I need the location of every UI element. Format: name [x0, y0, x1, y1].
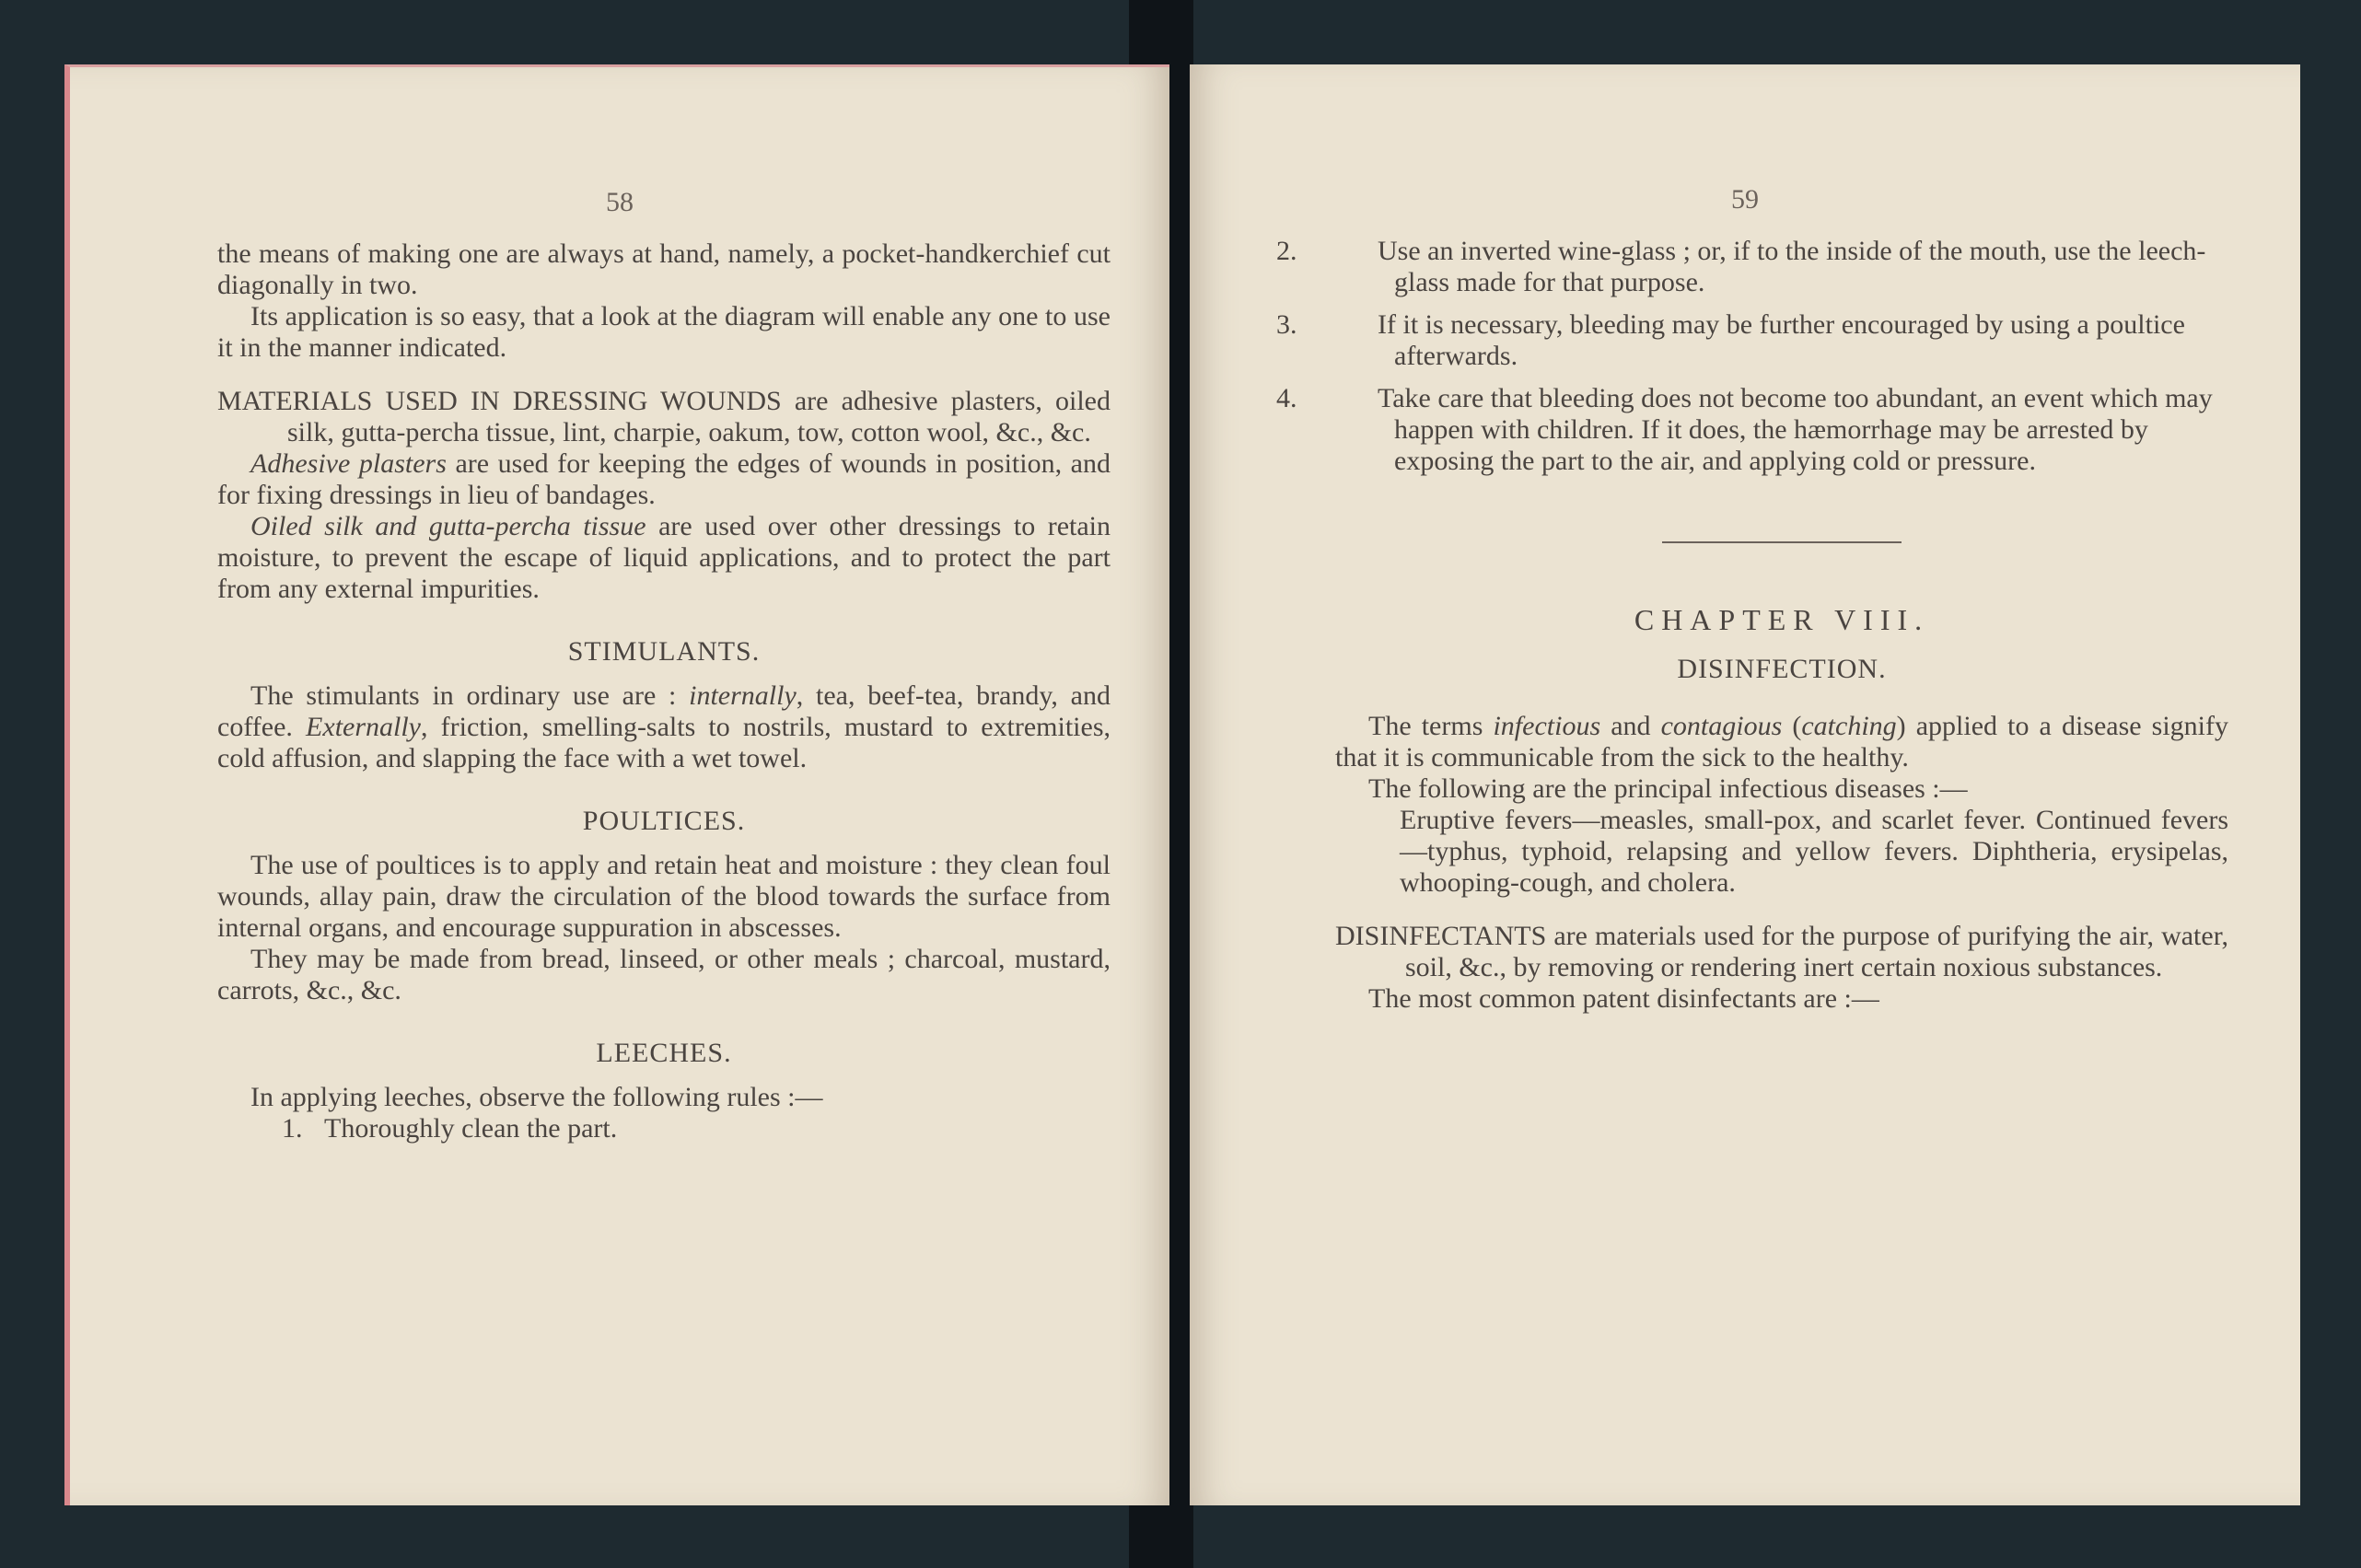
disinfectants-heading: DISINFECTANTS — [1335, 921, 1547, 951]
following-paragraph: The following are the principal infectious diseases :— — [1368, 773, 1968, 804]
infectious-term: infectious — [1493, 711, 1601, 741]
materials-heading: MATERIALS USED IN DRESSING WOUNDS — [217, 386, 782, 416]
rule-number: 3. — [1276, 309, 1297, 340]
stimulants-paragraph — [217, 680, 1111, 774]
leech-rule-1 — [217, 1113, 1111, 1144]
adhesive-term: Adhesive plasters — [250, 448, 447, 479]
leech-rule-4 — [1276, 383, 2228, 477]
leeches-intro: In applying leeches, observe the following rules :— — [250, 1082, 823, 1112]
stimulants-text-a: The stimulants in ordinary use are : — [250, 680, 690, 711]
adhesive-paragraph — [217, 448, 1111, 511]
poultices-paragraph-2: They may be made from bread, linseed, or other meals ; charcoal, mustard, carrots, &c., &c. — [217, 944, 1111, 1005]
left-page-text — [217, 238, 1111, 1144]
terms-text-b: ) applied to a disease signify that it is communicable from the sick to the healthy. — [1335, 711, 2228, 772]
diseases-list: Eruptive fevers—measles, small-pox, and scarlet fever. Continued fevers—typhus, typhoid, relapsing and yellow fevers. Diphtheria, erysipelas, whooping-cough, and cholera. — [1400, 805, 2228, 898]
stimulants-text-b: , tea, beef-tea, brandy, and coffee. — [217, 680, 1111, 742]
page-number-left: 58 — [606, 187, 634, 217]
catching-term: catching — [1801, 711, 1897, 741]
terms-paragraph — [1335, 711, 2228, 773]
rule-text: Use an inverted wine-glass ; or, if to the inside of the mouth, use the leech-glass made for that purpose. — [1378, 236, 2206, 297]
terms-paren: ( — [1782, 711, 1802, 741]
common-disinfectants-line: The most common patent disinfectants are :— — [1368, 983, 1879, 1014]
oiled-silk-paragraph — [217, 511, 1111, 605]
disinfectants-paragraph — [1335, 921, 2228, 983]
right-page — [1190, 64, 2300, 1505]
materials-text: are adhesive plasters, oiled silk, gutta-percha tissue, lint, charpie, oakum, tow, cotton wool, &c., &c. — [287, 386, 1111, 447]
rule-text: Take care that bleeding does not become too abundant, an event which may happen with children. If it does, the hæmorrhage may be arrested by exposing the part to the air, and applying cold or pressure. — [1378, 383, 2213, 476]
rule-number: 1. — [282, 1113, 303, 1144]
poultices-heading: POULTICES. — [582, 806, 746, 836]
adhesive-text: are used for keeping the edges of wounds in position, and for fixing dressings in lieu of bandages. — [217, 448, 1111, 510]
chapter-title: CHAPTER VIII. — [1634, 603, 1930, 636]
page-number-right: 59 — [1731, 184, 1759, 215]
disinfectants-text: are materials used for the purpose of purifying the air, water, soil, &c., by removing or rendering inert certain noxious substances. — [1405, 921, 2228, 982]
intro-paragraph-1: the means of making one are always at hand, namely, a pocket-handkerchief cut diagonally in two. — [217, 238, 1111, 300]
terms-text-and: and — [1600, 711, 1661, 741]
rule-text: Thoroughly clean the part. — [324, 1113, 618, 1144]
terms-text-a: The terms — [1368, 711, 1494, 741]
leech-rule-3 — [1276, 309, 2228, 372]
oiled-silk-text: are used over other dressings to retain moisture, to prevent the escape of liquid applications, and to protect the part from any external impurities. — [217, 511, 1111, 604]
left-page — [64, 64, 1169, 1505]
chapter-subtitle: DISINFECTION. — [1677, 654, 1887, 684]
materials-paragraph — [217, 386, 1111, 448]
stimulants-heading: STIMULANTS. — [567, 636, 761, 667]
internally-term: internally — [689, 680, 797, 711]
stimulants-text-c: , friction, smelling-salts to nostrils, mustard to extremities, cold affusion, and slapping the face with a wet towel. — [217, 712, 1111, 773]
section-divider — [1662, 541, 1902, 543]
externally-term: Externally — [306, 712, 421, 742]
right-page-text — [1276, 236, 2228, 1015]
rule-number: 2. — [1276, 236, 1297, 266]
oiled-silk-term: Oiled silk and gutta-percha tissue — [250, 511, 646, 541]
poultices-paragraph-1: The use of poultices is to apply and retain heat and moisture : they clean foul wounds, allay pain, draw the circulation of the blood towards the surface from internal organs, and encourage suppuration in abscesses. — [217, 850, 1111, 943]
rule-text: If it is necessary, bleeding may be further encouraged by using a poultice afterwards. — [1378, 309, 2185, 371]
contagious-term: contagious — [1660, 711, 1783, 741]
leech-rule-2 — [1276, 236, 2228, 298]
rule-number: 4. — [1276, 383, 1297, 413]
intro-paragraph-2: Its application is so easy, that a look at the diagram will enable any one to use it in the manner indicated. — [217, 301, 1111, 363]
leeches-heading: LEECHES. — [596, 1038, 732, 1068]
